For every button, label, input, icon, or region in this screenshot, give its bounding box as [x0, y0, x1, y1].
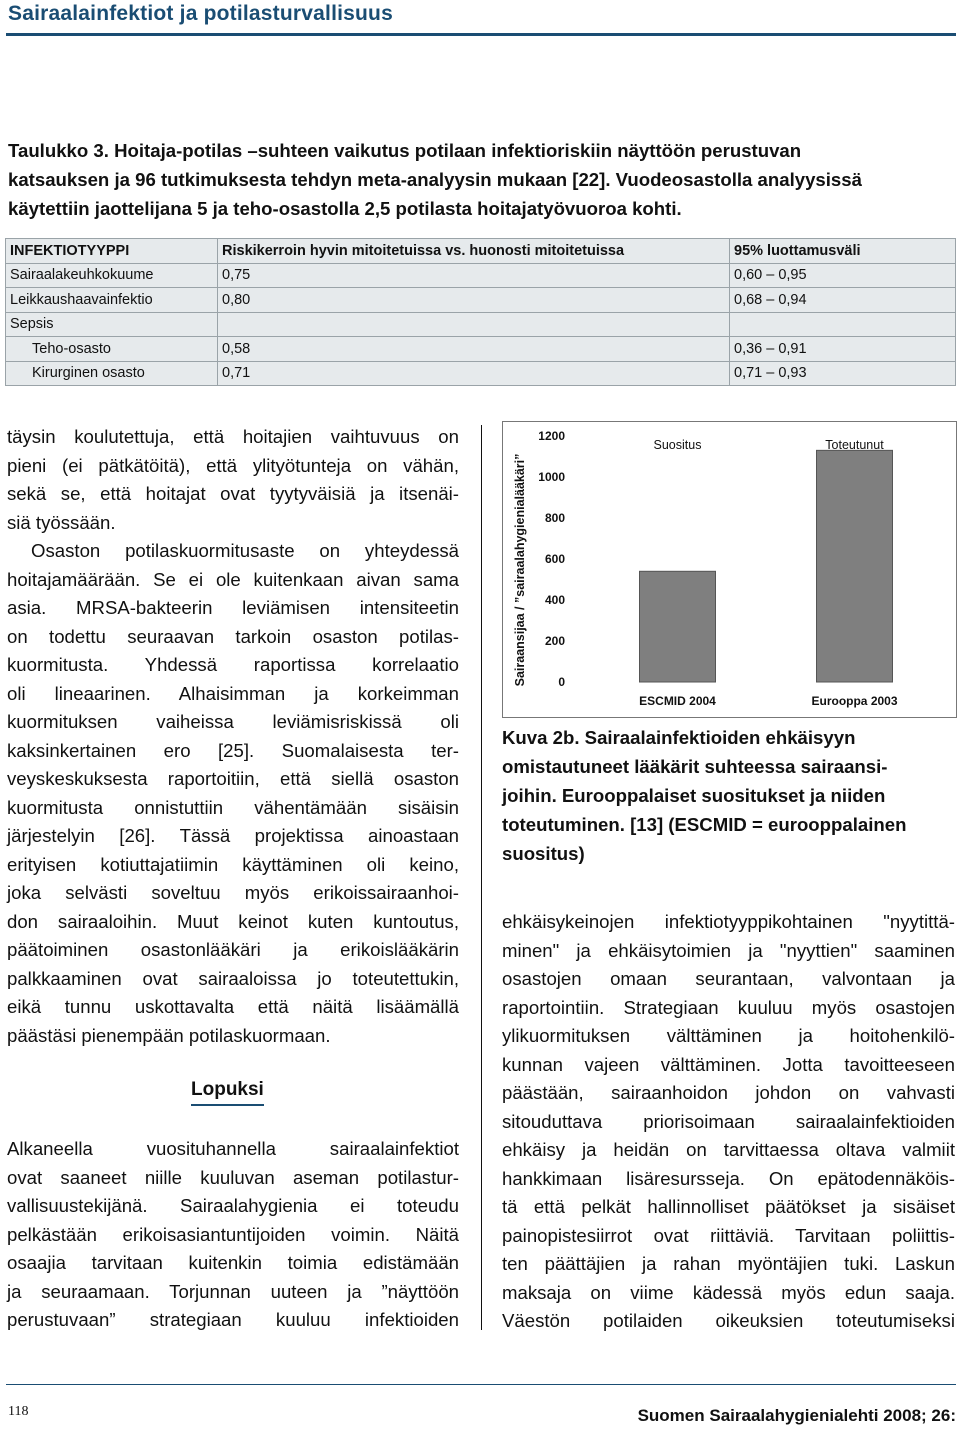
- table-cell: Sepsis: [6, 312, 218, 337]
- header-rule: [6, 33, 956, 36]
- chart-y-tick-label: 400: [544, 593, 565, 607]
- text-line: Väestön potilaiden oikeuksien toteutumiseksi: [502, 1310, 955, 1331]
- footer-rule: [6, 1384, 956, 1385]
- figure-caption-line: toteutuminen. [13] (ESCMID = eurooppalainen: [502, 814, 907, 835]
- table-cell: 0,36 – 0,91: [730, 337, 956, 362]
- table-header-cell: Riskikerroin hyvin mitoitetuissa vs. huonosti mitoitetuissa: [218, 239, 730, 264]
- table-cell: 0,58: [218, 337, 730, 362]
- table-row: [6, 263, 956, 288]
- chart-y-tick-label: 0: [558, 675, 565, 689]
- journal-name: Suomen Sairaalahygienialehti 2008; 26:: [637, 1406, 956, 1425]
- chart-x-tick-label: ESCMID 2004: [639, 694, 716, 708]
- risk-table: [5, 238, 956, 386]
- table-cell: 0,71 – 0,93: [730, 361, 956, 386]
- text-line: raportointiin. Strategiaan kuuluu myös osastojen: [502, 996, 955, 1018]
- text-line: joka selvästi soveltuu myös erikoissairaanhoi-: [7, 882, 459, 903]
- chart-series-label: Suositus: [653, 438, 702, 452]
- figure-caption-line: suositus): [502, 843, 585, 864]
- text-line: kuormitusta. Yhdessä raportissa korrelaatio: [7, 654, 459, 675]
- text-line: järjestelyin [26]. Tässä projektissa ainoastaan: [7, 825, 459, 846]
- text-line: asia. MRSA-bakteerin leviämisen intensiteetin: [7, 597, 459, 618]
- column-divider: [481, 425, 482, 1330]
- figure-caption-line: joihin. Eurooppalaiset suositukset ja niiden: [502, 785, 886, 806]
- text-line: kuormituksen vaiheissa leviämisriskissä oli: [7, 711, 459, 732]
- text-line: Osaston potilaskuormitusaste on yhteydessä: [31, 540, 459, 561]
- left-column-text-2: [7, 1135, 459, 1335]
- text-line: Alkaneella vuosituhannella sairaalainfektiot: [7, 1138, 459, 1159]
- text-line: sekä se, että hoitajat ovat tyytyväisiä ja itsenäi-: [7, 483, 459, 504]
- caption-line: käytettiin jaottelijana 5 ja teho-osastolla 2,5 potilasta hoitajatyövuoroa kohti.: [8, 198, 682, 219]
- table-header-cell: INFEKTIOTYYPPI: [6, 239, 218, 264]
- text-line: ja seuraamaan. Torjunnan uuteen ja ”näyttöön: [7, 1280, 459, 1302]
- text-line: ovat saaneet niille kuuluvan aseman potilastur-: [7, 1166, 459, 1188]
- chart-series-label: Toteutunut: [825, 438, 884, 452]
- chart-y-tick-label: 1000: [538, 470, 565, 484]
- text-line: on todettu seuraavan tarkoin osaston potilas-: [7, 625, 459, 647]
- text-line: eikä tunnu uskottavalta että näitä lisäämällä: [7, 996, 459, 1017]
- table-cell: 0,60 – 0,95: [730, 263, 956, 288]
- page-header-title: Sairaalainfektiot ja potilasturvallisuus: [8, 2, 393, 25]
- table-cell: 0,68 – 0,94: [730, 288, 956, 313]
- text-line: päästään, sairaanhoidon johdon on vahvasti: [502, 1082, 955, 1103]
- bar-chart-frame: [502, 421, 957, 718]
- table-cell: Leikkaushaavainfektio: [6, 288, 218, 313]
- table-cell: [730, 312, 956, 337]
- text-line: perustuvaan” strategiaan kuuluu infektioiden: [7, 1309, 459, 1330]
- caption-line: katsauksen ja 96 tutkimuksesta tehdyn meta-analyysin mukaan [22]. Vuodeosastolla analyysissä: [8, 169, 862, 190]
- text-line: ehkäisy ja heidän on tarvittaessa oltava valmiit: [502, 1139, 955, 1160]
- caption-line: Taulukko 3. Hoitaja-potilas –suhteen vaikutus potilaan infektioriskiin näyttöön perustuvan: [8, 140, 802, 161]
- text-line: erityisen kotiuttajatiimin käyttäminen oli keino,: [7, 853, 459, 875]
- text-line: tä että pelkät hallinnolliset päätökset ja sisäiset: [502, 1196, 955, 1217]
- bar-chart: [503, 422, 956, 717]
- text-line: kunnan vajeen välttäminen. Jotta tavoitteeseen: [502, 1053, 955, 1075]
- chart-bar: [817, 450, 893, 682]
- table-row: [6, 361, 956, 386]
- table-cell: Sairaalakeuhkokuume: [6, 263, 218, 288]
- text-line: minen" ja ehkäisytoimien ja "nyyttien" saaminen: [502, 939, 955, 961]
- table-cell: 0,80: [218, 288, 730, 313]
- table-row: [6, 312, 956, 337]
- text-line: siä työssään.: [7, 511, 116, 533]
- table-row: [6, 337, 956, 362]
- table-header-cell: 95% luottamusväli: [730, 239, 956, 264]
- text-line: kaksinkertainen ero [25]. Suomalaisesta ter-: [7, 739, 459, 761]
- text-line: täysin koulutettuja, että hoitajien vaihtuvuus on: [7, 426, 459, 447]
- table-header-row: [6, 239, 956, 264]
- text-line: osastojen omaan seurantaan, valvontaan ja: [502, 968, 955, 989]
- chart-bar: [640, 571, 716, 682]
- text-line: sitouduttava priorisoimaan sairaalainfektioiden: [502, 1110, 955, 1132]
- text-line: oli lineaarinen. Alhaisimman ja korkeimman: [7, 682, 459, 704]
- table-cell: 0,75: [218, 263, 730, 288]
- text-line: painopistesiirrot ovat riittäviä. Tarvitaan poliittis-: [502, 1224, 955, 1246]
- text-line: hoitajamäärään. Se ei ole kuitenkaan aivan sama: [7, 568, 459, 590]
- page-number: 118: [8, 1404, 29, 1419]
- table-caption: [8, 136, 956, 223]
- text-line: kuormitusta onnistuttiin vähentämään sisäisin: [7, 796, 459, 818]
- table-cell: 0,71: [218, 361, 730, 386]
- text-line: osaajia tarvitaan kuitenkin toimia edistämään: [7, 1252, 459, 1273]
- right-column-text: [502, 908, 955, 1336]
- left-column-text: [7, 423, 459, 1050]
- chart-y-tick-label: 1200: [538, 429, 565, 443]
- table-cell: Teho-osasto: [6, 337, 218, 362]
- table-cell: Kirurginen osasto: [6, 361, 218, 386]
- text-line: ehkäisykeinojen infektiotyyppikohtainen "nyytittä-: [502, 911, 955, 932]
- text-line: don sairaaloihin. Muut keinot kuten kuntoutus,: [7, 910, 459, 932]
- text-line: ylikuormituksen välttäminen ja hoitohenkilö-: [502, 1025, 955, 1046]
- table-row: [6, 288, 956, 313]
- figure-caption-line: Kuva 2b. Sairaalainfektioiden ehkäisyyn: [502, 727, 856, 748]
- chart-y-tick-label: 200: [544, 634, 565, 648]
- text-line: veyskeskuksesta raportoitiin, että siellä osaston: [7, 768, 459, 789]
- chart-y-tick-label: 800: [544, 511, 565, 525]
- text-line: hankkimaan lisäresursseja. On epätodennäköis-: [502, 1167, 955, 1189]
- chart-y-axis-label: Sairaansijaa / ”sairaalahygienialääkäri”: [513, 453, 527, 687]
- chart-y-tick-label: 600: [544, 552, 565, 566]
- figure-caption: [502, 723, 954, 868]
- text-line: ten päättäjien ja rahan myöntäjien tuki. Laskun: [502, 1253, 955, 1274]
- text-line: päästäsi pienempään potilaskuormaan.: [7, 1024, 331, 1046]
- section-heading: Lopuksi: [191, 1077, 264, 1106]
- text-line: pelkästään erikoisasiantuntijoiden voimin. Näitä: [7, 1223, 459, 1245]
- table-cell: [218, 312, 730, 337]
- chart-x-tick-label: Eurooppa 2003: [811, 694, 898, 708]
- figure-caption-line: omistautuneet lääkärit suhteessa sairaansi-: [502, 756, 888, 777]
- text-line: maksaja on viime kädessä myös edun saaja.: [502, 1281, 955, 1303]
- text-line: pieni (ei pätkätöitä), että ylityötunteja on vähän,: [7, 454, 459, 476]
- text-line: palkkaaminen ovat sairaaloissa jo toteutettukin,: [7, 967, 459, 989]
- text-line: päätoiminen osastonlääkäri ja erikoislääkärin: [7, 939, 459, 960]
- text-line: vallisuustekijänä. Sairaalahygienia ei toteudu: [7, 1195, 459, 1216]
